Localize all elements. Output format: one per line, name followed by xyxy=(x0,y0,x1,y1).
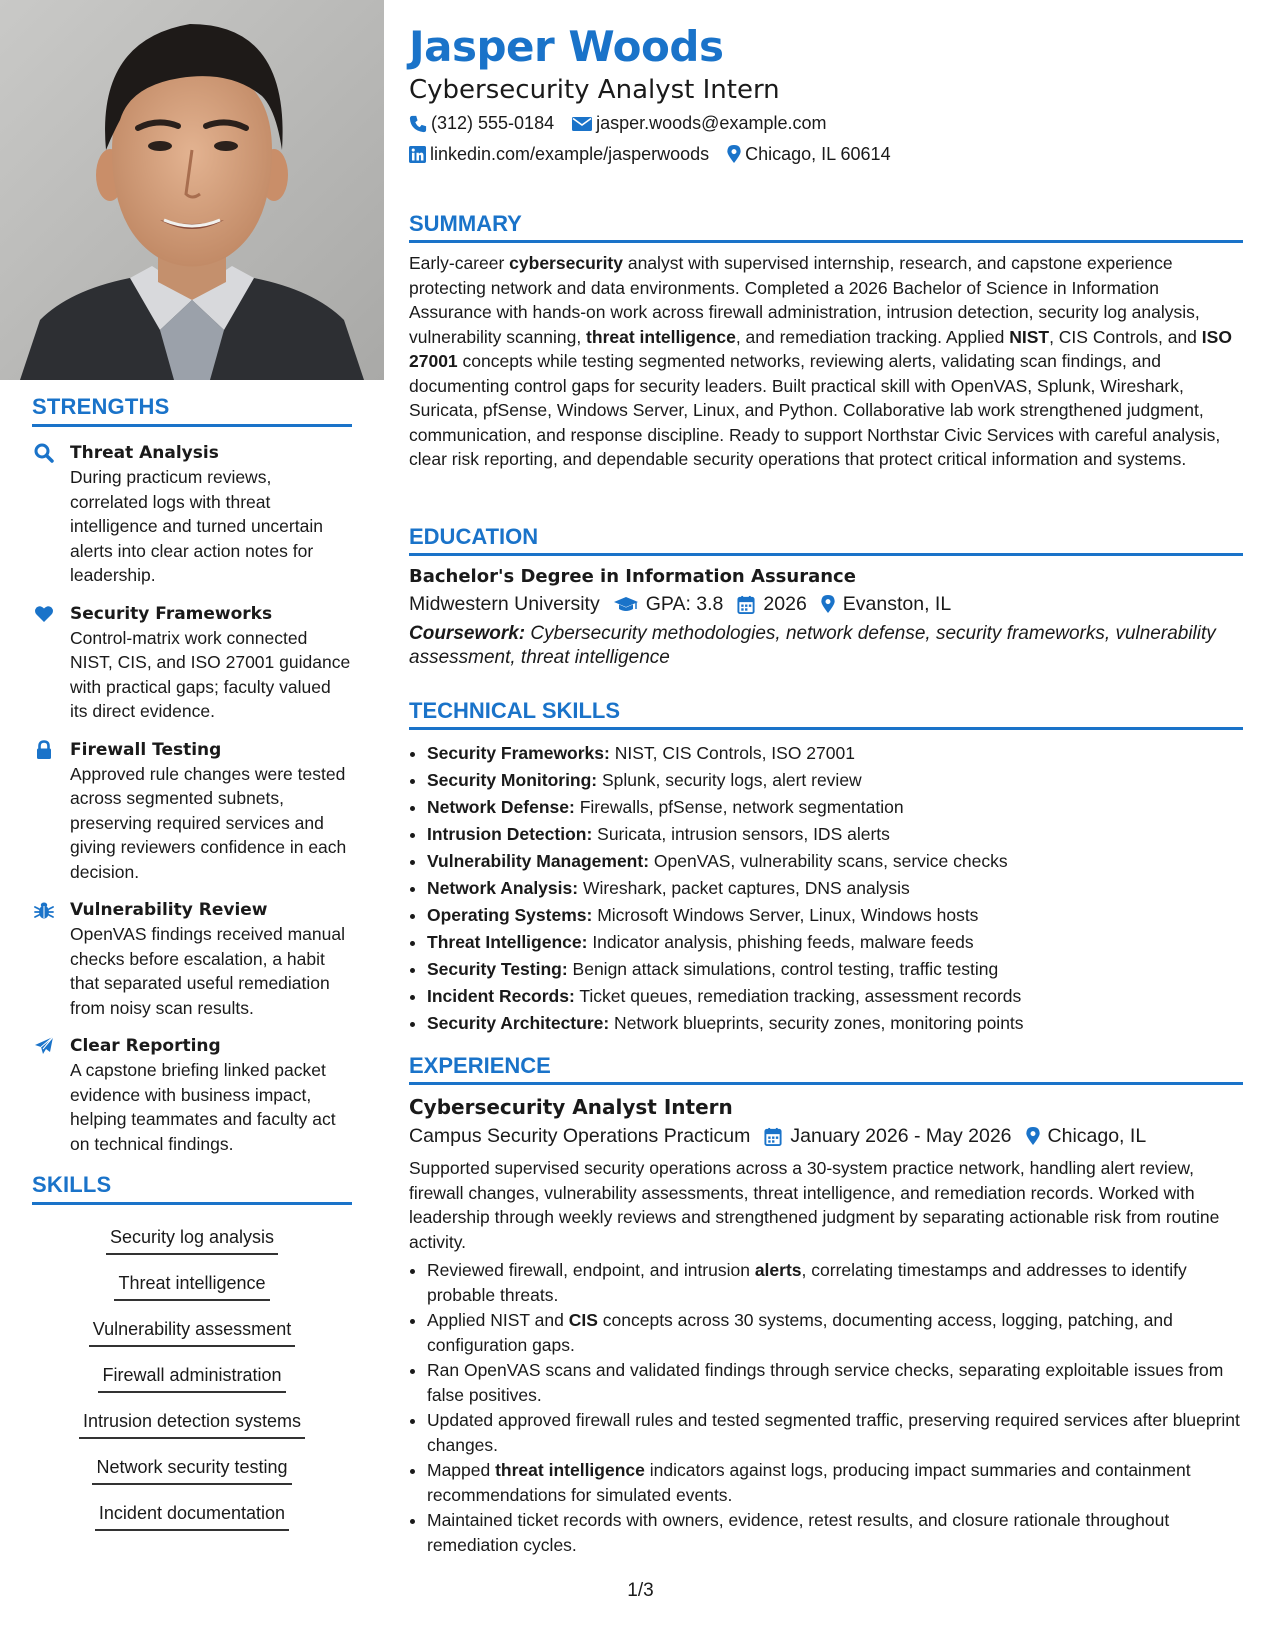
lock-icon xyxy=(34,740,54,760)
skill-value: OpenVAS, vulnerability scans, service checks xyxy=(649,851,1008,871)
bullet-text: Applied NIST and xyxy=(427,1310,569,1330)
heart-icon xyxy=(34,604,54,624)
skill-item: Firewall administration xyxy=(98,1362,285,1393)
list-item xyxy=(427,875,1243,902)
skills-section xyxy=(32,1172,352,1537)
sidebar xyxy=(0,0,384,1650)
list-item xyxy=(427,1458,1243,1507)
summary-segment: concepts while testing segmented networks, reviewing alerts, validating scan findings, and documenting control gaps for security leaders. Built practical skill with OpenVAS, Splunk, Wireshark, Suricata, pfSense, Windows Server, Linux, and Python. Collaborative lab work strengthened judgment, communication, and response discipline. Ready to support Northstar Civic Services with careful analysis, clear risk reporting, and dependable security operations that protect critical information and systems. xyxy=(409,351,1221,469)
linkedin-icon xyxy=(409,146,426,163)
skill-label: Incident Records: xyxy=(427,986,575,1006)
paper-plane-icon xyxy=(34,1036,54,1056)
skills-heading: SKILLS xyxy=(32,1172,352,1205)
skill-label: Intrusion Detection: xyxy=(427,824,593,844)
skill-value: Microsoft Windows Server, Linux, Windows hosts xyxy=(592,905,979,925)
phone-icon xyxy=(409,115,427,133)
page-number xyxy=(0,1580,1275,1602)
education-section xyxy=(409,524,1243,670)
list-item xyxy=(427,1258,1243,1307)
skill-item: Intrusion detection systems xyxy=(79,1408,305,1439)
dates-text: January 2026 - May 2026 xyxy=(790,1125,1012,1147)
strength-title: Vulnerability Review xyxy=(70,900,268,920)
skill-value: NIST, CIS Controls, ISO 27001 xyxy=(609,743,855,763)
bullet-text: indicators against logs, producing impact summaries and containment recommendations for simulated events. xyxy=(427,1460,1191,1505)
summary-segment: , CIS Controls, and xyxy=(1049,326,1202,347)
skill-item: Security log analysis xyxy=(106,1224,278,1255)
skill-value: Firewalls, pfSense, network segmentation xyxy=(574,797,904,817)
contact-row-2 xyxy=(409,144,909,165)
list-item xyxy=(427,902,1243,929)
strength-description: A capstone briefing linked packet evidence with business impact, helping teammates and faculty act on technical findings. xyxy=(70,1060,336,1154)
location-contact xyxy=(727,144,890,165)
candidate-name: Jasper Woods xyxy=(409,22,724,71)
page-number-text: 1/3 xyxy=(627,1580,654,1601)
bullet-text: Reviewed firewall, endpoint, and intrusion xyxy=(427,1260,755,1280)
bullet-text: Updated approved firewall rules and tested segmented traffic, preserving required services after blueprint changes. xyxy=(427,1410,1240,1455)
skill-value: Ticket queues, remediation tracking, assessment records xyxy=(574,986,1022,1006)
degree-title: Bachelor's Degree in Information Assurance xyxy=(409,566,856,587)
technical-skills-section xyxy=(409,698,1243,1037)
skill-value: Benign attack simulations, control testing, traffic testing xyxy=(567,959,999,979)
skill-value: Network blueprints, security zones, monitoring points xyxy=(609,1013,1024,1033)
skill-value: Suricata, intrusion sensors, IDS alerts xyxy=(592,824,890,844)
bullet-text: Maintained ticket records with owners, evidence, retest results, and closure rationale throughout remediation cycles. xyxy=(427,1510,1170,1555)
strength-item xyxy=(32,898,352,1020)
summary-keyword: NIST xyxy=(1009,326,1050,347)
envelope-icon xyxy=(572,116,592,132)
list-item xyxy=(427,983,1243,1010)
exp-location-text: Chicago, IL xyxy=(1047,1125,1147,1147)
skill-label: Security Architecture: xyxy=(427,1013,610,1033)
calendar-icon xyxy=(764,1127,782,1146)
strength-item xyxy=(32,441,352,588)
strength-description: During practicum reviews, correlated logs with threat intelligence and turned uncertain alerts into clear action notes for leadership. xyxy=(70,467,323,585)
skills-list xyxy=(32,1215,352,1537)
exp-location-meta xyxy=(1026,1125,1147,1148)
experience-org: Campus Security Operations Practicum xyxy=(409,1125,751,1147)
list-item xyxy=(427,767,1243,794)
summary-keyword: ISO 27001 xyxy=(409,326,1232,371)
strength-description: OpenVAS findings received manual checks before escalation, a habit that separated useful remediation from noisy scan results. xyxy=(70,924,345,1018)
map-pin-icon xyxy=(821,595,835,614)
skill-value: Indicator analysis, phishing feeds, malware feeds xyxy=(587,932,974,952)
bullet-keyword: CIS xyxy=(568,1310,598,1330)
gpa-meta xyxy=(614,593,724,616)
list-item xyxy=(427,1308,1243,1357)
education-meta xyxy=(409,593,1243,616)
skill-label: Network Defense: xyxy=(427,797,575,817)
strengths-section xyxy=(32,394,352,1156)
skill-item: Incident documentation xyxy=(95,1500,289,1531)
gpa-text: GPA: 3.8 xyxy=(645,593,724,615)
strength-description: Control-matrix work connected NIST, CIS, and ISO 27001 guidance with practical gaps; faculty valued its direct evidence. xyxy=(70,627,351,721)
bullet-text: concepts across 30 systems, documenting access, logging, patching, and configuration gaps. xyxy=(427,1310,1173,1355)
education-heading: EDUCATION xyxy=(409,524,1243,556)
skill-item: Vulnerability assessment xyxy=(89,1316,295,1347)
search-icon xyxy=(34,443,54,463)
summary-section xyxy=(409,211,1243,472)
list-item xyxy=(427,794,1243,821)
profile-photo xyxy=(0,0,384,380)
coursework xyxy=(409,622,1243,670)
list-item xyxy=(427,929,1243,956)
coursework-label: Coursework: xyxy=(409,623,526,644)
list-item xyxy=(427,1010,1243,1037)
year-meta xyxy=(737,593,806,616)
contact-row-1 xyxy=(409,113,844,134)
skill-label: Security Frameworks: xyxy=(427,743,610,763)
list-item xyxy=(427,848,1243,875)
bug-icon xyxy=(34,900,54,920)
job-title: Cybersecurity Analyst Intern xyxy=(409,75,780,105)
skill-item: Network security testing xyxy=(92,1454,291,1485)
bullet-text: Ran OpenVAS scans and validated findings through service checks, separating exploitable issues from false positives. xyxy=(427,1360,1224,1405)
skill-value: Wireshark, packet captures, DNS analysis xyxy=(578,878,910,898)
skill-label: Vulnerability Management: xyxy=(427,851,650,871)
list-item xyxy=(427,1358,1243,1407)
list-item xyxy=(427,956,1243,983)
list-item xyxy=(427,1408,1243,1457)
location-text: Chicago, IL 60614 xyxy=(745,144,891,164)
strength-item xyxy=(32,1034,352,1156)
skill-label: Security Monitoring: xyxy=(427,770,598,790)
technical-skills-heading: TECHNICAL SKILLS xyxy=(409,698,1243,730)
graduation-cap-icon xyxy=(614,596,638,614)
experience-bullets xyxy=(409,1258,1243,1557)
phone-text: (312) 555-0184 xyxy=(431,113,555,133)
skill-label: Threat Intelligence: xyxy=(427,932,588,952)
school-name: Midwestern University xyxy=(409,593,600,615)
summary-heading: SUMMARY xyxy=(409,211,1243,243)
edu-location-text: Evanston, IL xyxy=(842,593,952,615)
technical-skills-list xyxy=(409,740,1243,1037)
summary-keyword: cybersecurity xyxy=(509,253,623,273)
strength-description: Approved rule changes were tested across segmented subnets, preserving required services and giving reviewers confidence in each decision. xyxy=(70,763,347,882)
experience-section xyxy=(409,1053,1243,1558)
strength-title: Firewall Testing xyxy=(70,739,222,760)
phone-contact xyxy=(409,113,554,134)
bullet-keyword: threat intelligence xyxy=(495,1460,645,1480)
skill-item: Threat intelligence xyxy=(114,1270,269,1301)
bullet-text: Mapped xyxy=(427,1460,496,1480)
experience-title: Cybersecurity Analyst Intern xyxy=(409,1095,733,1119)
summary-text xyxy=(409,251,1243,472)
experience-description: Supported supervised security operations across a 30-system practice network, handling alert review, firewall changes, vulnerability assessments, threat intelligence, and remediation records. Worked with leadership through weekly reviews and strengthened judgment by separating actionable risk from routine activity. xyxy=(409,1158,1220,1252)
map-pin-icon xyxy=(1026,1127,1040,1146)
summary-segment: analyst with supervised internship, research, and capstone experience protecting network and data environments. Completed a 2026 Bachelor of Science in Information Assurance with hands-on work across firewall administration, intrusion detection, security log analysis, vulnerability scanning, xyxy=(409,253,1200,347)
strengths-heading: STRENGTHS xyxy=(32,394,352,427)
summary-segment: , and remediation tracking. Applied xyxy=(735,326,1010,347)
strength-item xyxy=(32,602,352,724)
experience-meta xyxy=(409,1125,1243,1148)
coursework-text: Cybersecurity methodologies, network defense, security frameworks, vulnerability assessment, threat intelligence xyxy=(409,623,1216,668)
skill-label: Security Testing: xyxy=(427,959,568,979)
experience-heading: EXPERIENCE xyxy=(409,1053,1243,1085)
list-item xyxy=(427,1508,1243,1557)
summary-segment: Early-career xyxy=(409,253,510,273)
year-text: 2026 xyxy=(763,593,807,615)
strength-title: Security Frameworks xyxy=(70,603,273,624)
bullet-text: , correlating timestamps and addresses to identify probable threats. xyxy=(427,1260,1187,1305)
list-item xyxy=(427,821,1243,848)
strength-item xyxy=(32,738,352,885)
summary-keyword: threat intelligence xyxy=(586,326,736,347)
email-contact[interactable] xyxy=(572,113,826,134)
strength-title: Clear Reporting xyxy=(70,1036,221,1056)
list-item xyxy=(427,740,1243,767)
calendar-icon xyxy=(737,595,755,614)
email-text[interactable]: jasper.woods@example.com xyxy=(596,113,827,133)
skill-value: Splunk, security logs, alert review xyxy=(597,770,862,790)
edu-location-meta xyxy=(821,593,951,616)
linkedin-text[interactable]: linkedin.com/example/jasperwoods xyxy=(430,144,710,164)
dates-meta xyxy=(764,1125,1011,1148)
linkedin-contact[interactable] xyxy=(409,144,709,165)
map-pin-icon xyxy=(727,145,741,164)
skill-label: Operating Systems: xyxy=(427,905,593,925)
bullet-keyword: alerts xyxy=(754,1260,802,1280)
skill-label: Network Analysis: xyxy=(427,878,579,898)
strength-title: Threat Analysis xyxy=(70,443,219,463)
